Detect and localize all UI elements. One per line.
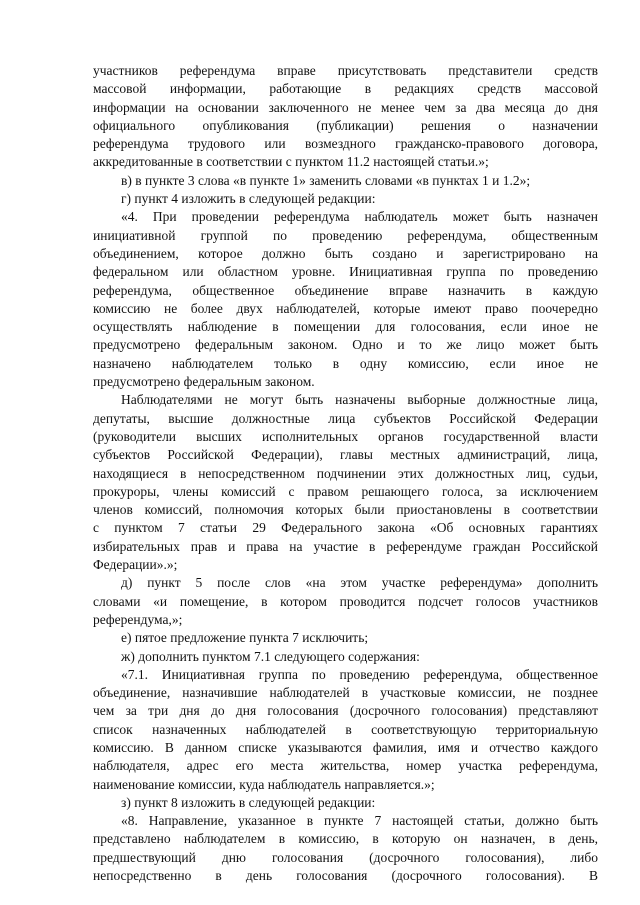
document-line: референдума,»; <box>93 611 183 627</box>
document-line: список назначенных наблюдателей в соответствующую территориальную <box>93 721 598 737</box>
document-line: находящиеся в непосредственном подчинении этих должностных лиц, судьи, <box>93 465 598 481</box>
document-line: «7.1. Инициативная группа по проведению референдума, общественное <box>121 666 598 682</box>
document-line: депутаты, высшие должностные лица субъектов Российской Федерации <box>93 410 598 426</box>
document-line: прокуроры, члены комиссий с правом решающего голоса, за исключением <box>93 483 598 499</box>
document-line: г) пункт 4 изложить в следующей редакции: <box>121 191 376 207</box>
document-line: референдума трудового или возмездного гражданско-правового договора, <box>93 136 598 152</box>
document-line: федеральном или областном уровне. Инициативная группа по проведению <box>93 264 598 280</box>
document-line: словами «и помещение, в котором проводится подсчет голосов участников <box>93 593 598 609</box>
document-line: непосредственно в день голосования (досрочного голосования). В <box>93 868 598 884</box>
document-line: «4. При проведении референдума наблюдатель может быть назначен <box>121 209 598 225</box>
document-line: инициативной группой по проведению референдума, общественным <box>93 227 598 243</box>
document-line: наименование комиссии, куда наблюдатель направляется.»; <box>93 776 435 792</box>
document-body <box>93 62 598 885</box>
document-line: назначено наблюдателем только в одну комиссию, если иное не <box>93 355 598 371</box>
document-line: е) пятое предложение пункта 7 исключить; <box>121 630 369 646</box>
document-line: официального опубликования (публикации) решения о назначении <box>93 117 598 133</box>
document-line: предусмотрено федеральным законом. Одно и то же лицо может быть <box>93 337 598 353</box>
document-line: чем за три дня до дня голосования (досрочного голосования) представляют <box>93 703 598 719</box>
document-line: комиссию. В данном списке указываются фамилия, имя и отчество каждого <box>93 739 598 755</box>
document-line: предусмотрено федеральным законом. <box>93 374 315 390</box>
document-line: д) пункт 5 после слов «на этом участке референдума» дополнить <box>121 575 598 591</box>
document-line: объединение, назначившие наблюдателей в участковые комиссии, не позднее <box>93 685 598 701</box>
document-line: комиссию не более двух наблюдателей, которые имеют право поочередно <box>93 300 598 316</box>
document-line: участников референдума вправе присутствовать представители средств <box>93 63 598 78</box>
document-line: ж) дополнить пунктом 7.1 следующего содержания: <box>121 648 420 664</box>
document-line: субъектов Российской Федерации), главы местных администраций, лица, <box>93 447 598 463</box>
document-line: предшествующий дню голосования (досрочного голосования), либо <box>93 849 598 865</box>
document-line: представлено наблюдателем в комиссию, в которую он назначен, в день, <box>93 831 598 847</box>
document-line: «8. Направление, указанное в пункте 7 настоящей статьи, должно быть <box>121 813 598 829</box>
document-line: в) в пункте 3 слова «в пункте 1» заменить словами «в пунктах 1 и 1.2»; <box>121 172 531 188</box>
document-line: Федерации».»; <box>93 557 178 573</box>
document-line: членов комиссий, полномочия которых были приостановлены в соответствии <box>93 502 598 518</box>
document-line: избирательных прав и права на участие в референдуме граждан Российской <box>93 538 598 554</box>
document-line: массовой информации, работающие в редакциях средств массовой <box>93 81 598 97</box>
document-line: (руководители высших исполнительных органов государственной власти <box>93 428 598 444</box>
document-line: информации на основании заключенного не менее чем за два месяца до дня <box>93 99 598 115</box>
document-line: референдума, общественное объединение вправе назначить в каждую <box>93 282 598 298</box>
document-line: осуществлять наблюдение в помещении для голосования, если иное не <box>93 319 598 335</box>
document-line: объединением, которое должно быть создано и зарегистрировано на <box>93 245 598 261</box>
document-line: Наблюдателями не могут быть назначены выборные должностные лица, <box>121 392 598 408</box>
document-line: з) пункт 8 изложить в следующей редакции: <box>121 794 376 810</box>
document-line: наблюдателя, адрес его места жительства, номер участка референдума, <box>93 758 598 774</box>
document-line: с пунктом 7 статьи 29 Федерального закона «Об основных гарантиях <box>93 520 598 536</box>
document-line: аккредитованные в соответствии с пунктом 11.2 настоящей статьи.»; <box>93 154 489 170</box>
